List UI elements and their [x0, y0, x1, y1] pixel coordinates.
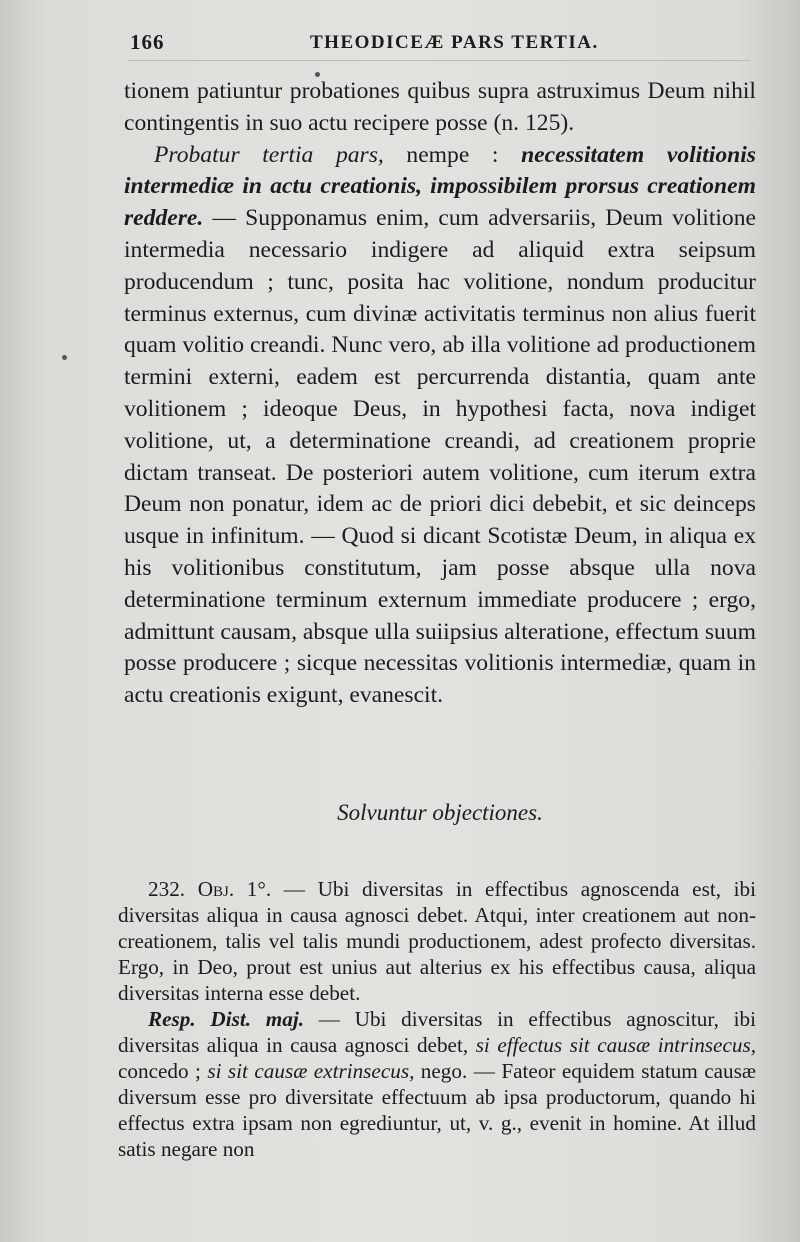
response-part-1: — Ubi diversitas in effectibus agnoscitur, ibi diversitas aliqua in causa agnosci debet,: [118, 1007, 757, 1057]
main-text: [124, 76, 756, 712]
paragraph-probatur: [124, 140, 756, 712]
paragraph-number: 232.: [148, 877, 186, 901]
response-part-2: concedo ;: [118, 1059, 208, 1083]
ink-speck: [62, 355, 67, 360]
section-heading: Solvuntur objectiones.: [337, 800, 543, 825]
response-italic-2: si sit causæ extrinsecus,: [207, 1059, 415, 1083]
page-number: 166: [130, 30, 165, 54]
lead-phrase: Probatur tertia pars,: [154, 141, 384, 168]
paragraph-continued: tionem patiuntur probationes quibus supra astruximus Deum nihil contingentis in suo actu recipere posse (n. 125).: [124, 78, 756, 136]
running-title: THEODICEÆ PARS TERTIA.: [310, 32, 599, 53]
running-head: [130, 30, 730, 54]
response-part-3: nego. — Fateor equidem statum causæ diversum esse pro diversitate effectuum ab ipsa productorum, quando hi effectus extra ipsam non egrediuntur, ut, v. g., evenit in homine. At illud satis negare non: [118, 1059, 756, 1161]
response-italic-1: si effectus sit causæ intrinsecus,: [475, 1033, 756, 1057]
paragraph-body: — Supponamus enim, cum adversariis, Deum volitione intermedia necessario indigere ad aliquid extra seipsum producendum ; tunc, posita hac volitione, nondum producitur terminus externus, cum divinæ activitatis terminus non alius fuerit quam volitio creandi. Nunc vero, ab illa volitione ad productionem termini externi, eadem est percurrenda distantia, quam ante volitionem ; ideoque Deus, in hypothesi facta, nova indiget volitione, ut, a determinatione creandi, ad creationem proprie dictam transeat. De posteriori autem volitione, cum iterum extra Deum non ponatur, idem ac de priori dici debebit, et sic deinceps usque in infinitum. — Quod si dicant Scotistæ Deum, in aliqua ex his volitionibus constitutum, jam posse absque ulla nova determinatione terminum externum immediate producere ; ergo, admittunt causam, absque ulla suiipsius alteratione, effectum suum posse producere ; sicque necessitas volitionis intermediæ, quam in actu creationis exigunt, evanescit.: [124, 205, 756, 709]
objection-label: Obj. 1°.: [197, 877, 272, 901]
objections-text: [118, 876, 756, 1162]
ink-speck: [315, 72, 320, 77]
response-label: Resp. Dist. maj.: [148, 1007, 305, 1031]
objection-body: — Ubi diversitas in effectibus agnoscenda est, ibi diversitas aliqua in causa agnosci debet. Atqui, inter creationem aut non-creationem, talis vel talis mundi productionem, adest profecto diversitas. Ergo, in Deo, prout est unius aut alterius ex his effectibus causa, aliqua diversitas interna esse debet.: [118, 877, 757, 1005]
header-rule: [128, 60, 750, 61]
response-paragraph: [118, 1006, 756, 1162]
thesis-statement: necessitatem volitionis intermediæ in actu creationis, impossibilem prorsus creationem reddere.: [124, 141, 756, 232]
objection-paragraph: [118, 876, 756, 1006]
nempe-word: nempe :: [383, 141, 522, 168]
